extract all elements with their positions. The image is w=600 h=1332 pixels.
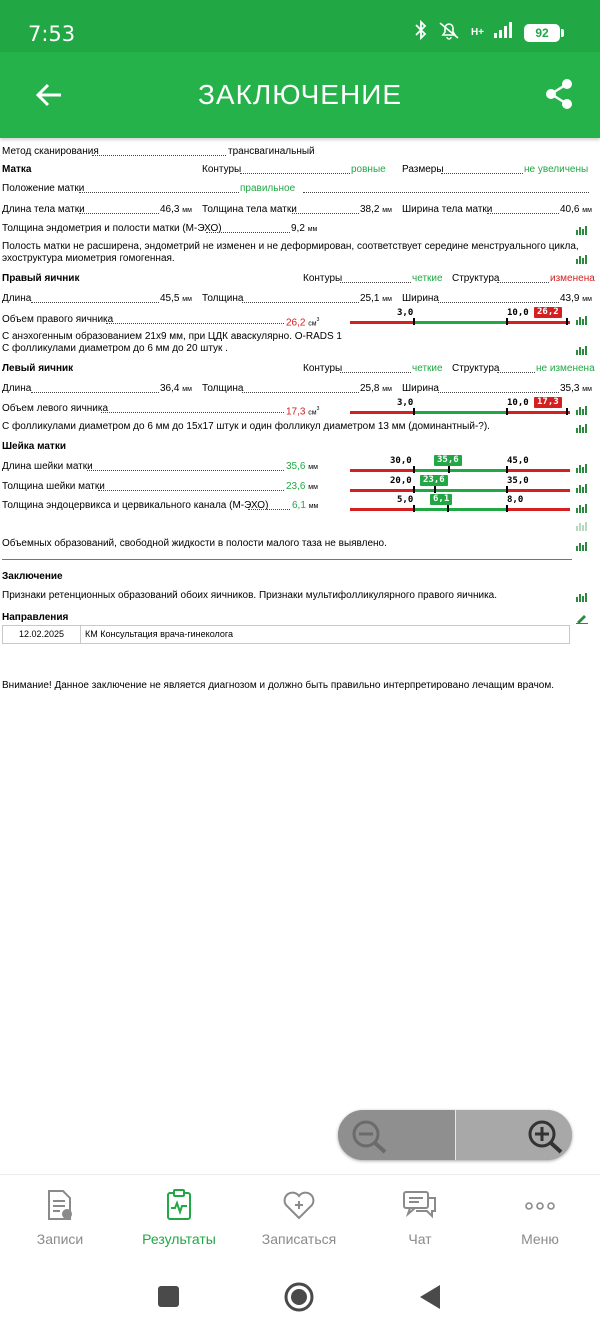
- cervical-canal-marker: 6,1: [430, 494, 452, 505]
- zoom-in-icon: [526, 1119, 568, 1155]
- cervix-length-scale: 30,0 45,0 35,6: [350, 456, 570, 478]
- left-ovary-volume-marker: 17,3: [534, 397, 562, 408]
- nav-records[interactable]: [0, 1189, 120, 1247]
- right-ovary-length-label: Длина: [2, 293, 32, 304]
- uterus-contours-value: ровные: [351, 164, 386, 175]
- uterus-position-value: правильное: [240, 183, 296, 194]
- heart-plus-icon: [281, 1189, 317, 1221]
- right-ovary-note-line2: С фолликулами диаметром до 6 мм до 20 штук .: [2, 343, 228, 354]
- battery-level: 92: [535, 25, 549, 40]
- more-dots-icon: [522, 1189, 558, 1221]
- chart-icon[interactable]: [576, 542, 587, 551]
- page-title: ЗАКЛЮЧЕНИЕ: [198, 79, 402, 110]
- document-icon: [46, 1189, 74, 1221]
- conclusion-heading: Заключение: [2, 571, 63, 582]
- right-ovary-width-value: 43,9: [560, 293, 580, 304]
- cervix-length-label: Длина шейки матки: [2, 461, 93, 472]
- chart-icon[interactable]: [576, 316, 587, 325]
- uterus-heading: Матка: [2, 164, 32, 175]
- left-ovary-length-value: 36,4: [160, 383, 180, 394]
- pelvis-note: Объемных образований, свободной жидкости в полости малого таза не выявлено.: [2, 538, 387, 549]
- nav-booking[interactable]: [239, 1189, 359, 1247]
- edit-icon[interactable]: [576, 614, 588, 624]
- cervix-thickness-label: Толщина шейки матки: [2, 481, 105, 492]
- bluetooth-icon: [415, 20, 427, 45]
- uterus-sizes-value: не увеличены: [524, 164, 589, 175]
- chart-icon[interactable]: [576, 593, 587, 602]
- right-ovary-contours-value: четкие: [412, 273, 443, 284]
- home-circle-icon[interactable]: [283, 1281, 315, 1313]
- chart-icon[interactable]: [576, 522, 587, 531]
- uterus-position-label: Положение матки: [2, 183, 85, 194]
- right-ovary-volume-marker: 26,2: [534, 307, 562, 318]
- left-ovary-heading: Левый яичник: [2, 363, 74, 374]
- zoom-control: [338, 1110, 572, 1160]
- uterus-thickness-label: Толщина тела матки: [202, 204, 297, 215]
- uterus-length-label: Длина тела матки: [2, 204, 85, 215]
- left-ovary-width-value: 35,3: [560, 383, 580, 394]
- right-ovary-volume-value: 26,2: [286, 317, 306, 329]
- right-ovary-volume-scale: 3,0 10,0 26,2: [350, 308, 570, 330]
- status-icons: [415, 20, 564, 45]
- uterus-note-line1: Полость матки не расширена, эндометрий не изменен и не деформирован, соответствует середине менструального цикла,: [2, 241, 579, 252]
- referral-date: 12.02.2025: [3, 626, 81, 643]
- cervix-length-marker: 35,6: [434, 455, 462, 466]
- cervical-canal-value: 6,1: [292, 500, 306, 511]
- battery-icon: [524, 24, 564, 42]
- section-divider: [2, 559, 572, 560]
- endometrium-value: 9,2: [291, 223, 305, 234]
- left-ovary-contours-label: Контуры: [303, 363, 343, 374]
- right-ovary-note-line1: С анэхогенным образованием 21х9 мм, при ЦДК аваскулярно. O-RADS 1: [2, 331, 342, 342]
- chart-icon[interactable]: [576, 504, 587, 513]
- chart-icon[interactable]: [576, 226, 587, 235]
- referrals-table: [2, 625, 570, 644]
- nav-menu[interactable]: [480, 1189, 600, 1247]
- left-ovary-width-label: Ширина: [402, 383, 439, 394]
- back-triangle-icon[interactable]: [418, 1283, 442, 1311]
- network-type: H+: [470, 26, 484, 38]
- left-ovary-thickness-value: 25,8: [360, 383, 380, 394]
- clipboard-pulse-icon: [165, 1189, 193, 1221]
- recents-square-icon[interactable]: [157, 1285, 181, 1309]
- chart-icon[interactable]: [576, 424, 587, 433]
- left-ovary-note: С фолликулами диаметром до 6 мм до 15х17 штук и один фолликул диаметром 13 мм (доминантный-?).: [2, 421, 490, 432]
- status-bar: [0, 0, 600, 52]
- left-ovary-volume-label: Объем левого яичника: [2, 403, 109, 414]
- status-time: 7:53: [28, 22, 76, 46]
- left-ovary-contours-value: четкие: [412, 363, 443, 374]
- right-ovary-contours-label: Контуры: [303, 273, 343, 284]
- right-ovary-volume-label: Объем правого яичника: [2, 314, 114, 325]
- right-ovary-structure-label: Структура: [452, 273, 500, 284]
- nav-booking-label: Записаться: [261, 1231, 337, 1247]
- right-ovary-width-label: Ширина: [402, 293, 439, 304]
- cervix-length-value: 35,6: [286, 461, 306, 472]
- bottom-nav: [0, 1174, 600, 1266]
- cervical-canal-scale: 5,0 8,0 6,1: [350, 495, 570, 517]
- cervix-heading: Шейка матки: [2, 441, 66, 452]
- cervix-thickness-marker: 23,6: [420, 475, 448, 486]
- scan-method-label: Метод сканирования: [2, 146, 99, 157]
- left-ovary-volume-value: 17,3: [286, 406, 306, 418]
- right-ovary-structure-value: изменена: [550, 273, 595, 284]
- uterus-note-line2: эхоструктура миометрия гомогенная.: [2, 253, 175, 264]
- scan-method-value: трансвагинальный: [228, 146, 315, 157]
- uterus-width-label: Ширина тела матки: [402, 204, 493, 215]
- referral-text[interactable]: КМ Консультация врача-гинеколога: [85, 629, 233, 639]
- chart-icon[interactable]: [576, 255, 587, 264]
- cervix-thickness-scale: 20,0 35,0 23,6: [350, 476, 570, 498]
- referrals-heading: Направления: [2, 612, 69, 623]
- signal-icon: [494, 22, 514, 43]
- left-ovary-volume-scale: 3,0 10,0 17,3: [350, 398, 570, 420]
- app-bar: [0, 52, 600, 138]
- chart-icon[interactable]: [576, 484, 587, 493]
- uterus-length-value: 46,3: [160, 204, 180, 215]
- uterus-width-value: 40,6: [560, 204, 580, 215]
- system-nav: [0, 1266, 600, 1332]
- left-ovary-length-label: Длина: [2, 383, 32, 394]
- chart-icon[interactable]: [576, 346, 587, 355]
- nav-chat-label: Чат: [408, 1231, 432, 1247]
- uterus-thickness-value: 38,2: [360, 204, 380, 215]
- nav-records-label: Записи: [36, 1231, 84, 1247]
- zoom-out-icon: [350, 1119, 392, 1155]
- zoom-out-button[interactable]: [338, 1110, 455, 1160]
- cervical-canal-label: Толщина эндоцервикса и цервикального канала (М-ЭХО): [2, 500, 269, 511]
- chat-icon: [402, 1189, 438, 1221]
- uterus-contours-label: Контуры: [202, 164, 242, 175]
- right-ovary-length-value: 45,5: [160, 293, 180, 304]
- chart-icon[interactable]: [576, 464, 587, 473]
- conclusion-text: Признаки ретенционных образований обоих яичников. Признаки мультифолликулярного правого яичника.: [2, 590, 498, 601]
- left-ovary-structure-value: не изменена: [536, 363, 595, 374]
- endometrium-label: Толщина эндометрия и полости матки (М-ЭХО): [2, 223, 222, 234]
- nav-results[interactable]: [119, 1189, 239, 1247]
- left-ovary-thickness-label: Толщина: [202, 383, 244, 394]
- right-ovary-heading: Правый яичник: [2, 273, 80, 284]
- chart-icon[interactable]: [576, 406, 587, 415]
- nav-chat[interactable]: [360, 1189, 480, 1247]
- right-ovary-thickness-label: Толщина: [202, 293, 244, 304]
- share-icon[interactable]: [544, 78, 574, 110]
- nav-menu-label: Меню: [521, 1231, 559, 1247]
- mute-bell-icon: [437, 20, 461, 45]
- right-ovary-thickness-value: 25,1: [360, 293, 380, 304]
- nav-results-label: Результаты: [142, 1231, 216, 1247]
- zoom-in-button[interactable]: [456, 1110, 572, 1160]
- cervix-thickness-value: 23,6: [286, 481, 306, 492]
- left-ovary-structure-label: Структура: [452, 363, 500, 374]
- uterus-sizes-label: Размеры: [402, 164, 444, 175]
- disclaimer: Внимание! Данное заключение не является диагнозом и должно быть правильно интерпретировано лечащим врачом.: [2, 680, 554, 691]
